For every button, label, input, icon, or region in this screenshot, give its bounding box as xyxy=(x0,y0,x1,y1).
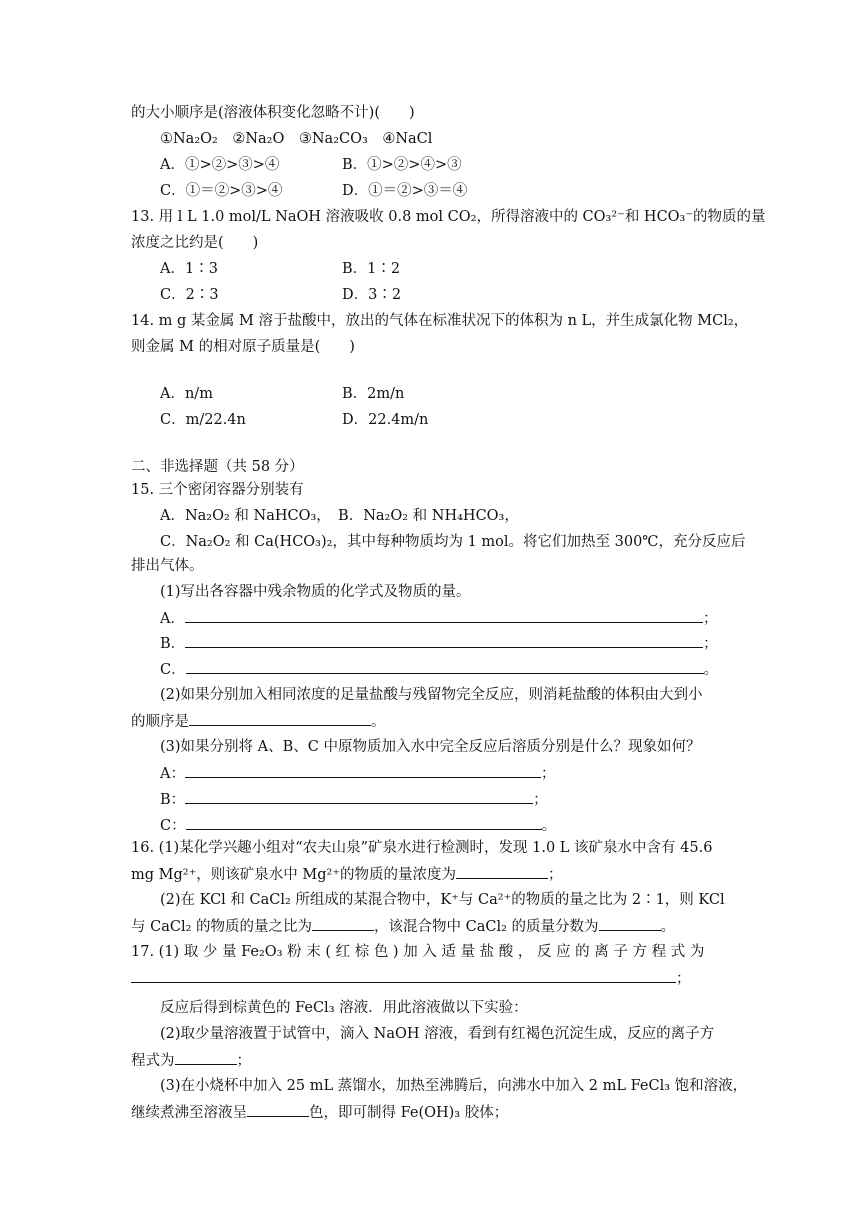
q17-line2 xyxy=(131,968,691,989)
q13-line1: 13. 用 l L 1.0 mol/L NaOH 溶液吸收 0.8 mol CO₂，所得溶液中的 CO₃²⁻和 HCO₃⁻的物质的量 xyxy=(131,209,766,225)
q15-line4: 排出气体。 xyxy=(131,558,204,574)
semicolon: ； xyxy=(703,636,718,652)
q14-option-a: A．n/m xyxy=(160,386,213,402)
q15-part2-line1: (2)如果分别加入相同浓度的足量盐酸与残留物完全反应，则消耗盐酸的体积由大到小 xyxy=(160,687,703,703)
q16-part2-text-b: ，该混合物中 CaCl₂ 的质量分数为 xyxy=(374,919,599,935)
q12-option-c: C．①＝②>③>④ xyxy=(160,183,283,199)
q15-part1-a-label: A． xyxy=(160,611,185,627)
q14-line2: 则金属 M 的相对原子质量是( ) xyxy=(131,339,355,355)
answer-blank[interactable] xyxy=(312,916,374,931)
answer-blank[interactable] xyxy=(131,968,676,983)
q13-option-c: C．2∶3 xyxy=(160,287,219,303)
q15-part3-c-row xyxy=(160,815,556,836)
answer-blank[interactable] xyxy=(186,659,704,674)
semicolon: ； xyxy=(702,611,718,627)
q17-line7 xyxy=(131,1102,508,1123)
period: 。 xyxy=(660,919,676,935)
period: 。 xyxy=(541,818,557,834)
q14-option-b: B．2m/n xyxy=(342,386,405,402)
semicolon: ； xyxy=(547,867,563,883)
q12-option-b: B．①>②>④>③ xyxy=(342,157,462,173)
q15-part1-c-label: C． xyxy=(160,662,186,678)
q16-part2-text-a: 与 CaCl₂ 的物质的量之比为 xyxy=(131,919,313,935)
q14-option-d: D．22.4m/n xyxy=(342,412,429,428)
answer-blank[interactable] xyxy=(456,864,548,879)
period: 。 xyxy=(371,714,386,730)
q15-part2-line2 xyxy=(131,711,386,732)
q12-option-a: A．①>②>③>④ xyxy=(160,157,280,173)
q12-stem-tail: 的大小顺序是(溶液体积变化忽略不计)( ) xyxy=(131,105,415,121)
q15-part1-b-label: B． xyxy=(160,636,186,652)
semicolon: ； xyxy=(540,766,556,782)
q17-part3-text-b: 色，即可制得 Fe(OH)₃ 胶体； xyxy=(309,1105,509,1121)
q15-part1-c-row xyxy=(160,659,718,680)
semicolon: ； xyxy=(676,971,691,987)
answer-blank[interactable] xyxy=(247,1102,309,1117)
q15-part1-b-row xyxy=(160,633,718,654)
q16-line4 xyxy=(131,916,675,937)
q15-part3-c-label: C： xyxy=(160,818,186,834)
answer-blank[interactable] xyxy=(185,633,703,648)
q16-line2 xyxy=(131,864,562,885)
q17-part3-text-a: 继续煮沸至溶液呈 xyxy=(131,1105,247,1121)
q13-line2: 浓度之比约是( ) xyxy=(131,235,259,251)
q17-line1: 17. (1) 取 少 量 Fe₂O₃ 粉 末 ( 红 棕 色 ) 加 入 适 量 盐 酸 ， 反 应 的 离 子 方 程 式 为 xyxy=(131,944,705,960)
q13-option-d: D．3∶2 xyxy=(342,287,402,303)
q12-option-d: D．①＝②>③＝④ xyxy=(342,183,468,199)
q14-option-c: C．m/22.4n xyxy=(160,412,246,428)
semicolon: ； xyxy=(533,792,548,808)
q16-part1-text: mg Mg²⁺，则该矿泉水中 Mg²⁺的物质的量浓度为 xyxy=(131,867,456,883)
q16-line3: (2)在 KCl 和 CaCl₂ 所组成的某混合物中，K⁺与 Ca²⁺的物质的量之比为 2∶1，则 KCl xyxy=(160,892,725,908)
q13-option-a: A．1∶3 xyxy=(160,261,218,277)
q15-part3-b-row xyxy=(160,789,548,810)
answer-blank[interactable] xyxy=(175,1050,237,1065)
q17-line3: 反应后得到棕黄色的 FeCl₃ 溶液．用此溶液做以下实验： xyxy=(160,1000,528,1016)
q15-part1: (1)写出各容器中残余物质的化学式及物质的量。 xyxy=(160,584,471,600)
answer-blank[interactable] xyxy=(185,608,703,623)
q16-line1: 16. (1)某化学兴趣小组对“农夫山泉”矿泉水进行检测时，发现 1.0 L 该矿泉水中含有 45.6 xyxy=(131,840,713,856)
q17-part2-label: 程式为 xyxy=(131,1053,175,1069)
section-heading: 二、非选择题（共 58 分） xyxy=(131,459,304,475)
q15-part3-a-label: A： xyxy=(160,766,185,782)
q15-line3: C．Na₂O₂ 和 Ca(HCO₃)₂，其中每种物质均为 1 mol。将它们加热至 300℃，充分反应后 xyxy=(160,534,746,550)
q15-line2: A．Na₂O₂ 和 NaHCO₃， B．Na₂O₂ 和 NH₄HCO₃， xyxy=(160,508,519,524)
answer-blank[interactable] xyxy=(185,789,533,804)
answer-blank[interactable] xyxy=(189,711,371,726)
q15-part1-a-row xyxy=(160,608,717,629)
q13-option-b: B．1∶2 xyxy=(342,261,401,277)
q17-line6: (3)在小烧杯中加入 25 mL 蒸馏水，加热至沸腾后，向沸水中加入 2 mL FeCl₃ 饱和溶液， xyxy=(160,1078,748,1094)
answer-blank[interactable] xyxy=(186,815,542,830)
semicolon: ； xyxy=(236,1053,251,1069)
answer-blank[interactable] xyxy=(185,763,541,778)
q14-line1: 14. m g 某金属 M 溶于盐酸中，放出的气体在标准状况下的体积为 n L，并生成氯化物 MCl₂， xyxy=(131,313,749,329)
q12-items: ①Na₂O₂ ②Na₂O ③Na₂CO₃ ④NaCl xyxy=(160,131,433,147)
q15-part3-a-row xyxy=(160,763,555,784)
answer-blank[interactable] xyxy=(599,916,661,931)
q15-part3-b-label: B： xyxy=(160,792,186,808)
q15-part3: (3)如果分别将 A、B、C 中原物质加入水中完全反应后溶质分别是什么？现象如何？ xyxy=(160,739,701,755)
q17-line4: (2)取少量溶液置于试管中，滴入 NaOH 溶液，看到有红褐色沉淀生成，反应的离子方 xyxy=(160,1026,715,1042)
q17-line5 xyxy=(131,1050,251,1071)
q15-line1: 15. 三个密闭容器分别装有 xyxy=(131,482,304,498)
period: 。 xyxy=(703,662,719,678)
q15-part2-label: 的顺序是 xyxy=(131,714,189,730)
